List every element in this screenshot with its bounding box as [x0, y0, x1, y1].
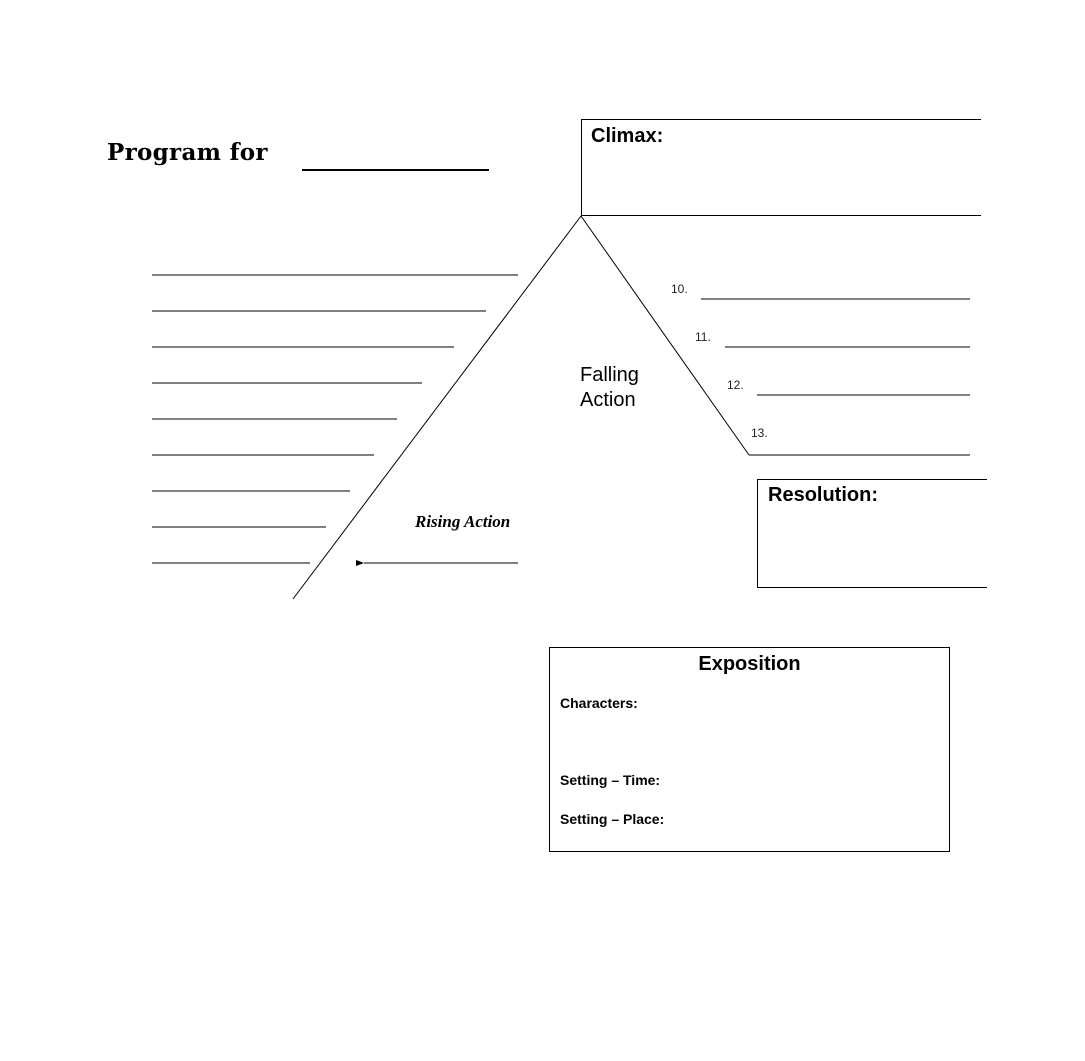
- falling-action-label: [580, 363, 639, 413]
- climax-heading: Climax:: [591, 125, 664, 147]
- rising-action-label: Rising Action: [415, 512, 511, 531]
- setting-place-label: Setting – Place:: [560, 811, 665, 827]
- falling-action-label-line2: Action: [580, 389, 636, 411]
- exposition-heading: Exposition: [698, 653, 801, 675]
- resolution-heading: Resolution:: [768, 484, 878, 506]
- falling-number-11: 11.: [695, 330, 711, 344]
- falling-action-label-line1: Falling: [580, 364, 639, 386]
- rising-action-slope: [293, 216, 581, 599]
- falling-action-slope: [581, 216, 749, 455]
- program-name-blank[interactable]: [302, 169, 489, 171]
- falling-number-13: 13.: [751, 426, 768, 440]
- falling-number-10: 10.: [671, 282, 688, 296]
- setting-time-label: Setting – Time:: [560, 772, 661, 788]
- falling-number-12: 12.: [727, 378, 744, 392]
- exposition-box[interactable]: [549, 647, 950, 852]
- resolution-box[interactable]: [757, 479, 987, 588]
- page-title: Program for: [107, 139, 268, 166]
- climax-box[interactable]: [581, 119, 981, 216]
- characters-label: Characters:: [560, 695, 638, 711]
